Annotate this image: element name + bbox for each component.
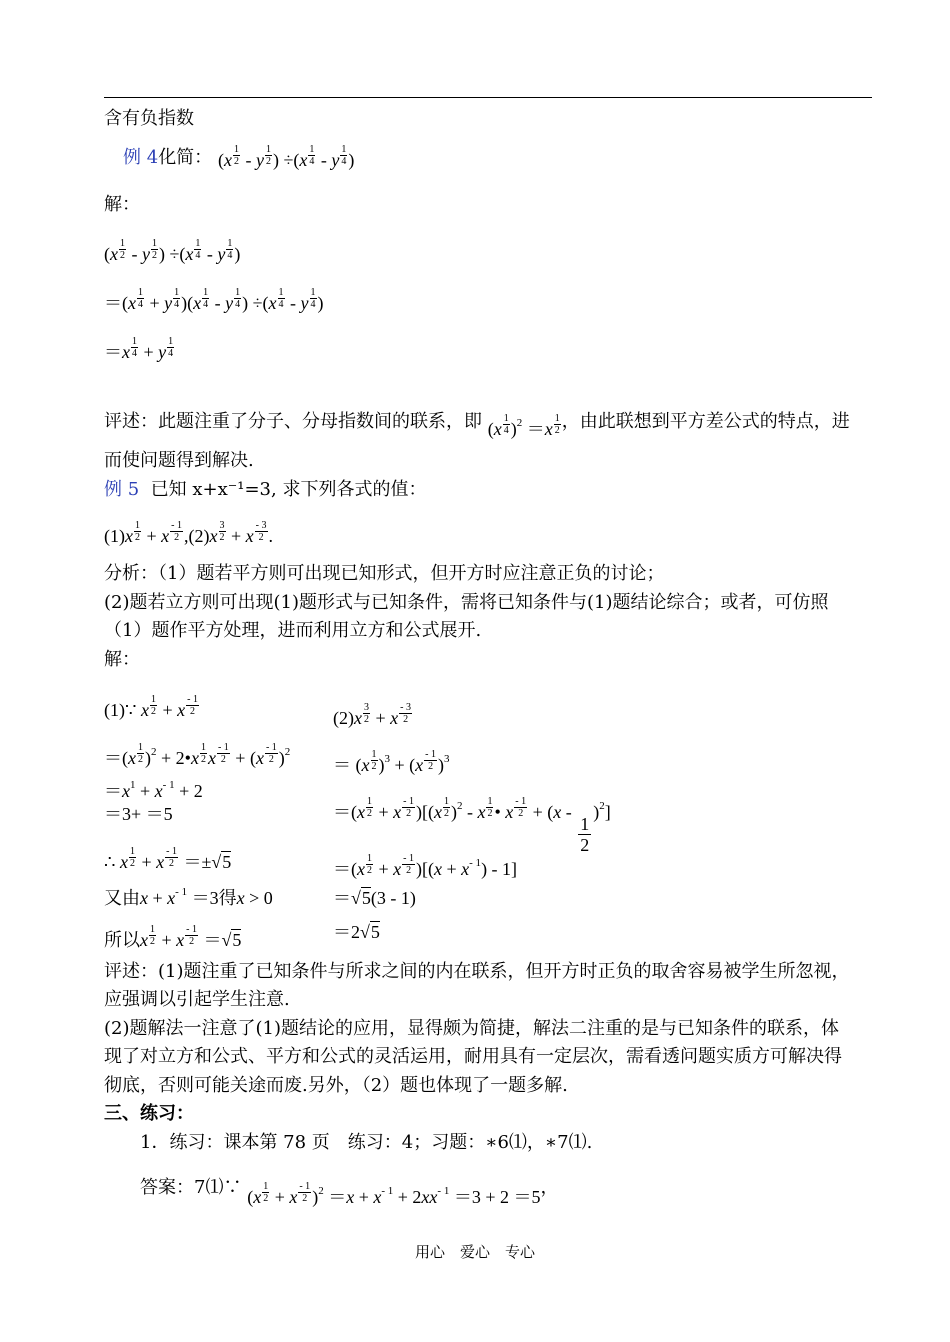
section-heading: 含有负指数 bbox=[104, 108, 194, 129]
ex5-right-3: ＝(x $\frac{1}{2}$ + x $\frac{- 1}{2}$ )[(x $\frac{1}{2}$ )$^2$ - x $\frac{1}{2}$ • x $\frac{- 1}{2}$ + (x - $\frac{1}{2}$ )$^2$] bbox=[333, 796, 611, 855]
analysis-line-3: （1）题作平方处理，进而利用立方和公式展开. bbox=[104, 620, 482, 641]
ex5-right-2: ＝ (x $\frac{1}{2}$ )$^3$ + (x $\frac{- 1}{2}$ )$^3$ bbox=[333, 749, 450, 775]
ex5-right-1: (2)x $\frac{3}{2}$ + x $\frac{- 3}{2}$ bbox=[333, 702, 411, 728]
comment-2-line-2: 应强调以引起学生注意. bbox=[104, 989, 290, 1010]
ex5-left-5: ∴ x $\frac{1}{2}$ + x $\frac{- 1}{2}$ ＝±√5 bbox=[104, 846, 232, 872]
comment-1-text-b: ，由此联想到平方差公式的特点，进 bbox=[561, 411, 850, 432]
ex4-step-2: ＝(x $\frac{1}{4}$ + y $\frac{1}{4}$ )(x $\frac{1}{4}$ - y $\frac{1}{4}$ ) ÷(x $\frac{1}{4}$ - y $\frac{1}{4}$ ) bbox=[104, 287, 324, 313]
analysis-line-2: (2)题若立方则可出现(1)题形式与已知条件，需将已知条件与(1)题结论综合；或者，可仿照 bbox=[104, 592, 829, 613]
solution-label-2: 解： bbox=[104, 649, 140, 670]
ex5-left-2: ＝(x $\frac{1}{2}$ )$^2$ + 2•x $\frac{1}{2}$ x $\frac{- 1}{2}$ + (x $\frac{- 1}{2}$ )$^2$ bbox=[104, 742, 291, 768]
example-5-prompt: 已知 x+x⁻¹=3, 求下列各式的值： bbox=[150, 479, 427, 500]
section-3-heading: 三、练习： bbox=[104, 1103, 194, 1124]
example-5-line bbox=[104, 478, 426, 502]
answer-formula: (x $\frac{1}{2}$ + x $\frac{- 1}{2}$ )$^2 =x + x^{- 1} + 2xx^{- 1} =3 + 2 =5$ bbox=[247, 1181, 541, 1207]
comment-1-line-2: 而使问题得到解决. bbox=[104, 450, 254, 471]
exercise-line: 1．练习：课本第 78 页 练习：4；习题：∗6⑴，∗7⑴. bbox=[140, 1132, 593, 1153]
comment-1-line-1 bbox=[104, 403, 850, 439]
example-5-label: 例 5 bbox=[104, 479, 140, 500]
solution-label-1: 解： bbox=[104, 194, 140, 215]
comment-1-text-a: 评述：此题注重了分子、分母指数间的联系，即 bbox=[104, 411, 482, 432]
comment-2-line-1: 评述：(1)题注重了已知条件与所求之间的内在联系，但开方时正负的取舍容易被学生所忽视， bbox=[104, 961, 850, 982]
ex5-left-4: ＝3+ ＝5 bbox=[104, 804, 173, 824]
ex5-right-4: ＝(x $\frac{1}{2}$ + x $\frac{- 1}{2}$ )$[(x + x^{- 1}) - 1]$ bbox=[333, 853, 518, 879]
ex5-left-1: (1)∵ x $\frac{1}{2}$ + x $\frac{- 1}{2}$ bbox=[104, 694, 198, 720]
ex5-left-7: 所以x $\frac{1}{2}$ + x $\frac{- 1}{2}$ ＝√5 bbox=[104, 924, 242, 950]
answer-label: 答案：7⑴∵ bbox=[140, 1177, 242, 1198]
ex5-right-5: ＝√5(3 - 1) bbox=[333, 888, 416, 908]
page-footer: 用心 爱心 专心 bbox=[414, 1243, 535, 1261]
analysis-line-1: 分析：（1）题若平方则可出现已知形式，但开方时应注意正负的讨论； bbox=[104, 563, 665, 584]
comment-1-formula: (x $\frac{1}{4}$ )$^2$ ＝x $\frac{1}{2}$ bbox=[487, 413, 560, 439]
ex4-step-3: ＝x $\frac{1}{4}$ + y $\frac{1}{4}$ bbox=[104, 336, 174, 362]
example-4-prompt: 化简： bbox=[158, 147, 213, 168]
answer-line bbox=[140, 1169, 559, 1207]
header-rule bbox=[104, 97, 872, 98]
ex4-step-1: (x $\frac{1}{2}$ - y $\frac{1}{2}$ ) ÷(x $\frac{1}{4}$ - y $\frac{1}{4}$ ) bbox=[104, 238, 241, 264]
example-4-line bbox=[123, 146, 212, 170]
comment-2-line-5: 彻底，否则可能关途而废.另外，（2）题也体现了一题多解. bbox=[104, 1075, 568, 1096]
example-4-expression: (x $\frac{1}{2}$ - y $\frac{1}{2}$ ) ÷(x $\frac{1}{4}$ - y $\frac{1}{4}$ ) bbox=[218, 144, 355, 170]
answer-tail: ， bbox=[540, 1177, 559, 1198]
ex5-right-6: ＝2√5 bbox=[333, 922, 380, 942]
example-4-label: 例 4 bbox=[123, 147, 159, 168]
example-5-parts: (1)x $\frac{1}{2}$ + x $\frac{- 1}{2}$ ,(2)x $\frac{3}{2}$ + x $\frac{- 3}{2}$ . bbox=[104, 520, 273, 546]
ex5-left-3: $=x^1 + x^{- 1} + 2$ bbox=[104, 779, 203, 801]
ex5-left-6: 又由$x + x^{- 1} =3$得x > 0 bbox=[104, 886, 273, 908]
comment-2-line-4: 现了对立方和公式、平方和公式的灵活运用，耐用具有一定层次，需看透问题实质方可解决得 bbox=[104, 1046, 842, 1067]
comment-2-line-3: (2)题解法一注意了(1)题结论的应用，显得颇为简捷，解法二注重的是与已知条件的联系，体 bbox=[104, 1018, 839, 1039]
